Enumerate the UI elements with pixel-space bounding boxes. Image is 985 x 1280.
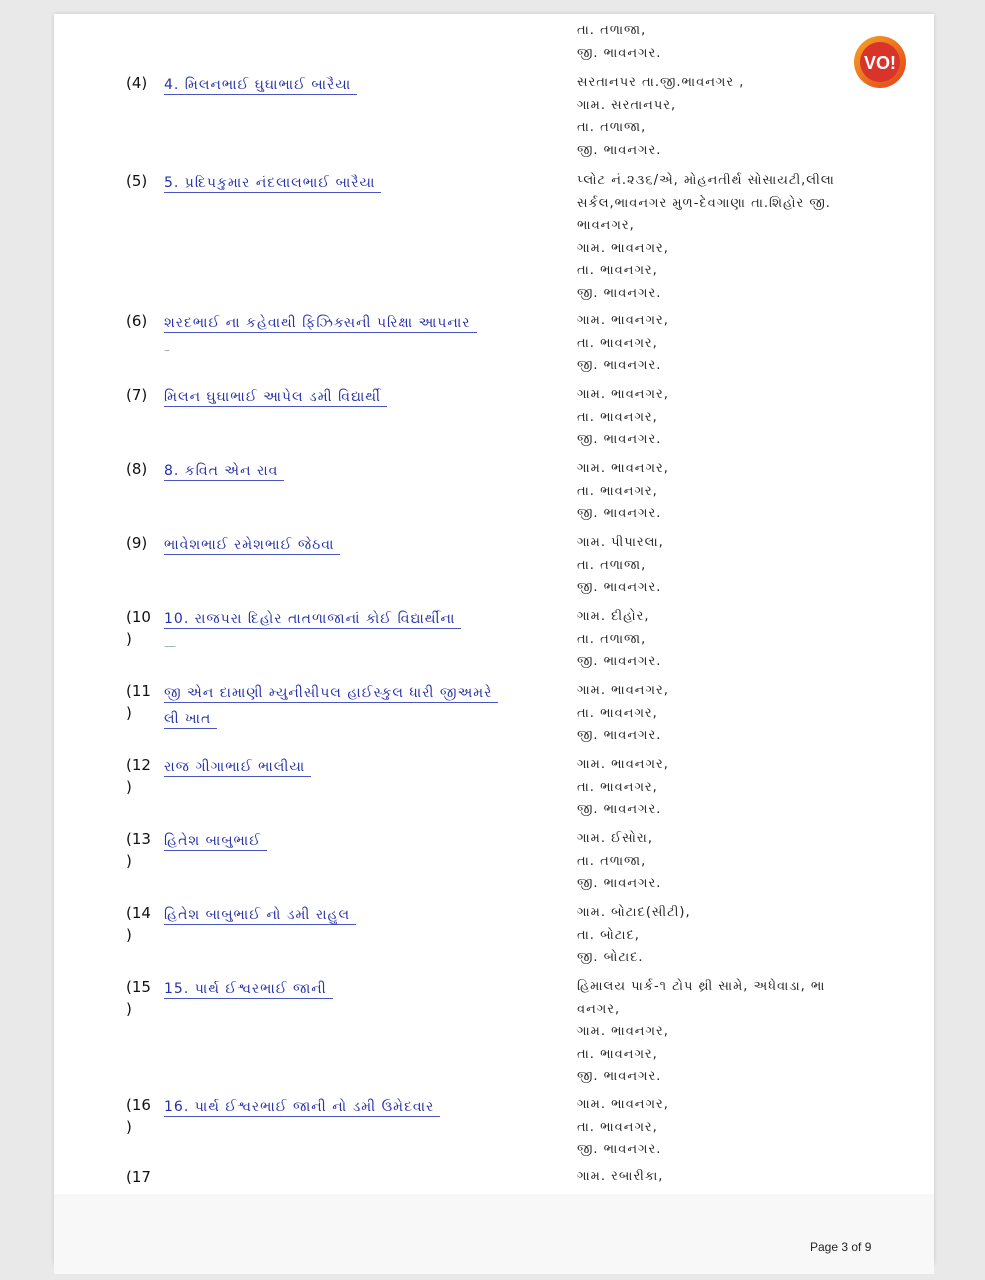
top-address xyxy=(577,20,887,65)
address-line: તા. બોટાદ, xyxy=(577,927,640,943)
person-name xyxy=(164,1094,504,1120)
entry-number: (7) xyxy=(126,386,148,404)
address-line: તા. ભાવનગર, xyxy=(577,1119,658,1135)
address-line: જી. ભાવનગર. xyxy=(577,802,662,817)
person-name xyxy=(164,754,504,780)
address-line: ગામ. બોટાદ(સીટી), xyxy=(577,905,691,920)
person-name xyxy=(164,532,504,558)
entry-number: (9) xyxy=(126,534,148,552)
page-number: Page 3 of 9 xyxy=(810,1240,872,1254)
person-name xyxy=(164,680,504,732)
address-line: જી. ભાવનગર. xyxy=(577,358,662,373)
address-line: જી. ભાવનગર. xyxy=(577,1142,662,1157)
address-line: જી. ભાવનગર. xyxy=(577,506,662,521)
name-text: 5. પ્રદિપકુમાર નંદલાલભાઈ બારૈયા xyxy=(164,175,381,193)
address-line: ગામ. ભાવનગર, xyxy=(577,240,669,256)
address-line: જી. ભાવનગર. xyxy=(577,142,662,158)
address-line: ગામ. સરતાનપર, xyxy=(577,97,677,113)
name-text: શરદભાઈ ના કહેવાથી ફિઝિક્સની પરિક્ષા આપનાર xyxy=(164,315,477,333)
address-line: તા. ભાવનગર, xyxy=(577,335,658,351)
address-line: ગામ. ભાવનગર, xyxy=(577,313,669,328)
address-line: ગામ. ભાવનગર, xyxy=(577,1097,669,1112)
address-line: તા. તળાજા, xyxy=(577,23,647,38)
entry-number: (10 ) xyxy=(126,608,151,648)
address-line: ગામ. દીહોર, xyxy=(577,609,650,624)
person-name xyxy=(164,902,504,928)
entry-number: (12 ) xyxy=(126,756,151,796)
name-text: 8. કવિત એન રાવ xyxy=(164,463,284,481)
address-line: તા. ભાવનગર, xyxy=(577,705,658,721)
name-text: હિતેશ બાબુભાઈ xyxy=(164,833,267,851)
address-block xyxy=(577,458,887,526)
address-line: હિમાલય પાર્ક-૧ ટોપ થ્રી સામે, અધેવાડા, ભા xyxy=(577,979,826,994)
address-line: ગામ. ભાવનગર, xyxy=(577,461,669,476)
address-line: જી. ભાવનગર. xyxy=(577,432,662,447)
address-line: જી. બોટાદ. xyxy=(577,950,644,965)
address-line: પ્લોટ નં.૨૩૬/એ, મોહનતીર્થ સોસાયટી,લીલા xyxy=(577,173,835,188)
address-line: જી. ભાવનગર. xyxy=(577,876,662,891)
name-text: લી ખાત xyxy=(164,711,217,729)
address-line: તા. ભાવનગર, xyxy=(577,483,658,499)
address-line: ગામ. પીપારલા, xyxy=(577,535,664,550)
address-line: ભાવનગર, xyxy=(577,218,635,233)
address-line: સરતાનપર તા.જી.ભાવનગર , xyxy=(577,75,745,90)
name-text: ભાવેશભાઈ રમેશભાઈ જેઠવા xyxy=(164,537,340,555)
page-bottom-band xyxy=(54,1194,934,1274)
address-block xyxy=(577,310,887,378)
address-line: તા. તળાજા, xyxy=(577,120,647,135)
address-block xyxy=(577,754,887,822)
address-line: તા. ભાવનગર, xyxy=(577,1046,658,1062)
name-text: 10. રાજપરા દિહોર તાતળાજાનાં કોઈ વિદ્યાર્થીના xyxy=(164,611,461,629)
entry-number: (5) xyxy=(126,172,148,190)
address-line: તા. ભાવનગર, xyxy=(577,779,658,795)
name-text: જી એન દામાણી મ્યુનીસીપલ હાઈસ્કુલ ધારી જીઅમરે xyxy=(164,685,498,703)
address-line: તા. ભાવનગર, xyxy=(577,263,658,278)
person-name xyxy=(164,72,504,98)
address-block xyxy=(577,384,887,452)
person-name xyxy=(164,606,504,654)
address-block xyxy=(577,680,887,748)
person-name xyxy=(164,976,504,1002)
address-line: જી. ભાવનગર. xyxy=(577,1069,662,1084)
name-text: રાજ ગીગાભાઈ ભાલીયા xyxy=(164,759,311,777)
address-block xyxy=(577,902,887,970)
entry-number: (4) xyxy=(126,74,148,92)
name-text: 16. પાર્થ ઈશ્વરભાઈ જાની નો ડમી ઉમેદવાર xyxy=(164,1099,440,1117)
address-line: ગામ. ઈસોરા, xyxy=(577,831,653,846)
address-line: જી. ભાવનગર. xyxy=(577,654,662,669)
address-line: જી. ભાવનગર. xyxy=(577,45,662,61)
address-block xyxy=(577,72,887,162)
entry-number: (17 xyxy=(126,1168,151,1186)
address-line: જી. ભાવનગર. xyxy=(577,285,662,301)
address-line: સર્કલ,ભાવનગર મુળ-દેવગાણા તા.શિહોર જી. xyxy=(577,195,831,211)
dash-mark: – xyxy=(164,343,171,357)
address-block xyxy=(577,1166,887,1189)
address-line: ગામ. ભાવનગર, xyxy=(577,683,669,698)
address-line: તા. તળાજા, xyxy=(577,853,647,869)
entry-number: (8) xyxy=(126,460,148,478)
address-line: જી. ભાવનગર. xyxy=(577,728,662,743)
name-text: મિલન ઘુઘાભાઈ આપેલ ડમી વિદ્યાર્થી xyxy=(164,389,387,407)
address-block xyxy=(577,606,887,674)
entry-number: (15 ) xyxy=(126,978,151,1018)
document-page xyxy=(54,14,934,1264)
address-line: તા. ભાવનગર, xyxy=(577,409,658,425)
address-block xyxy=(577,976,887,1089)
address-line: તા. તળાજા, xyxy=(577,631,647,647)
name-text: 15. પાર્થ ઈશ્વરભાઈ જાની xyxy=(164,981,333,999)
address-line: ગામ. ભાવનગર, xyxy=(577,387,669,402)
entry-number: (14 ) xyxy=(126,904,151,944)
address-line: ગામ. ભાવનગર, xyxy=(577,1024,669,1039)
person-name xyxy=(164,828,504,854)
address-block xyxy=(577,828,887,896)
person-name xyxy=(164,170,504,196)
name-text: હિતેશ બાબુભાઈ નો ડમી રાહુલ xyxy=(164,907,356,925)
address-block xyxy=(577,1094,887,1162)
address-line: વનગર, xyxy=(577,1001,621,1017)
address-line: ગામ. ભાવનગર, xyxy=(577,757,669,772)
entry-number: (13 ) xyxy=(126,830,151,870)
address-line: ગામ. રબારીકા, xyxy=(577,1169,664,1184)
name-text: 4. મિલનભાઈ ઘુઘાભાઈ બારૈયા xyxy=(164,77,357,95)
address-line: તા. તળાજા, xyxy=(577,557,647,573)
entry-number: (16 ) xyxy=(126,1096,151,1136)
address-line: જી. ભાવનગર. xyxy=(577,580,662,595)
dash-mark: — xyxy=(164,639,177,653)
svg-text:VO!: VO! xyxy=(863,53,897,73)
entry-number: (11 ) xyxy=(126,682,151,722)
person-name xyxy=(164,310,504,358)
person-name xyxy=(164,384,504,410)
entry-number: (6) xyxy=(126,312,148,330)
person-name xyxy=(164,458,504,484)
address-block xyxy=(577,532,887,600)
address-block xyxy=(577,170,887,305)
